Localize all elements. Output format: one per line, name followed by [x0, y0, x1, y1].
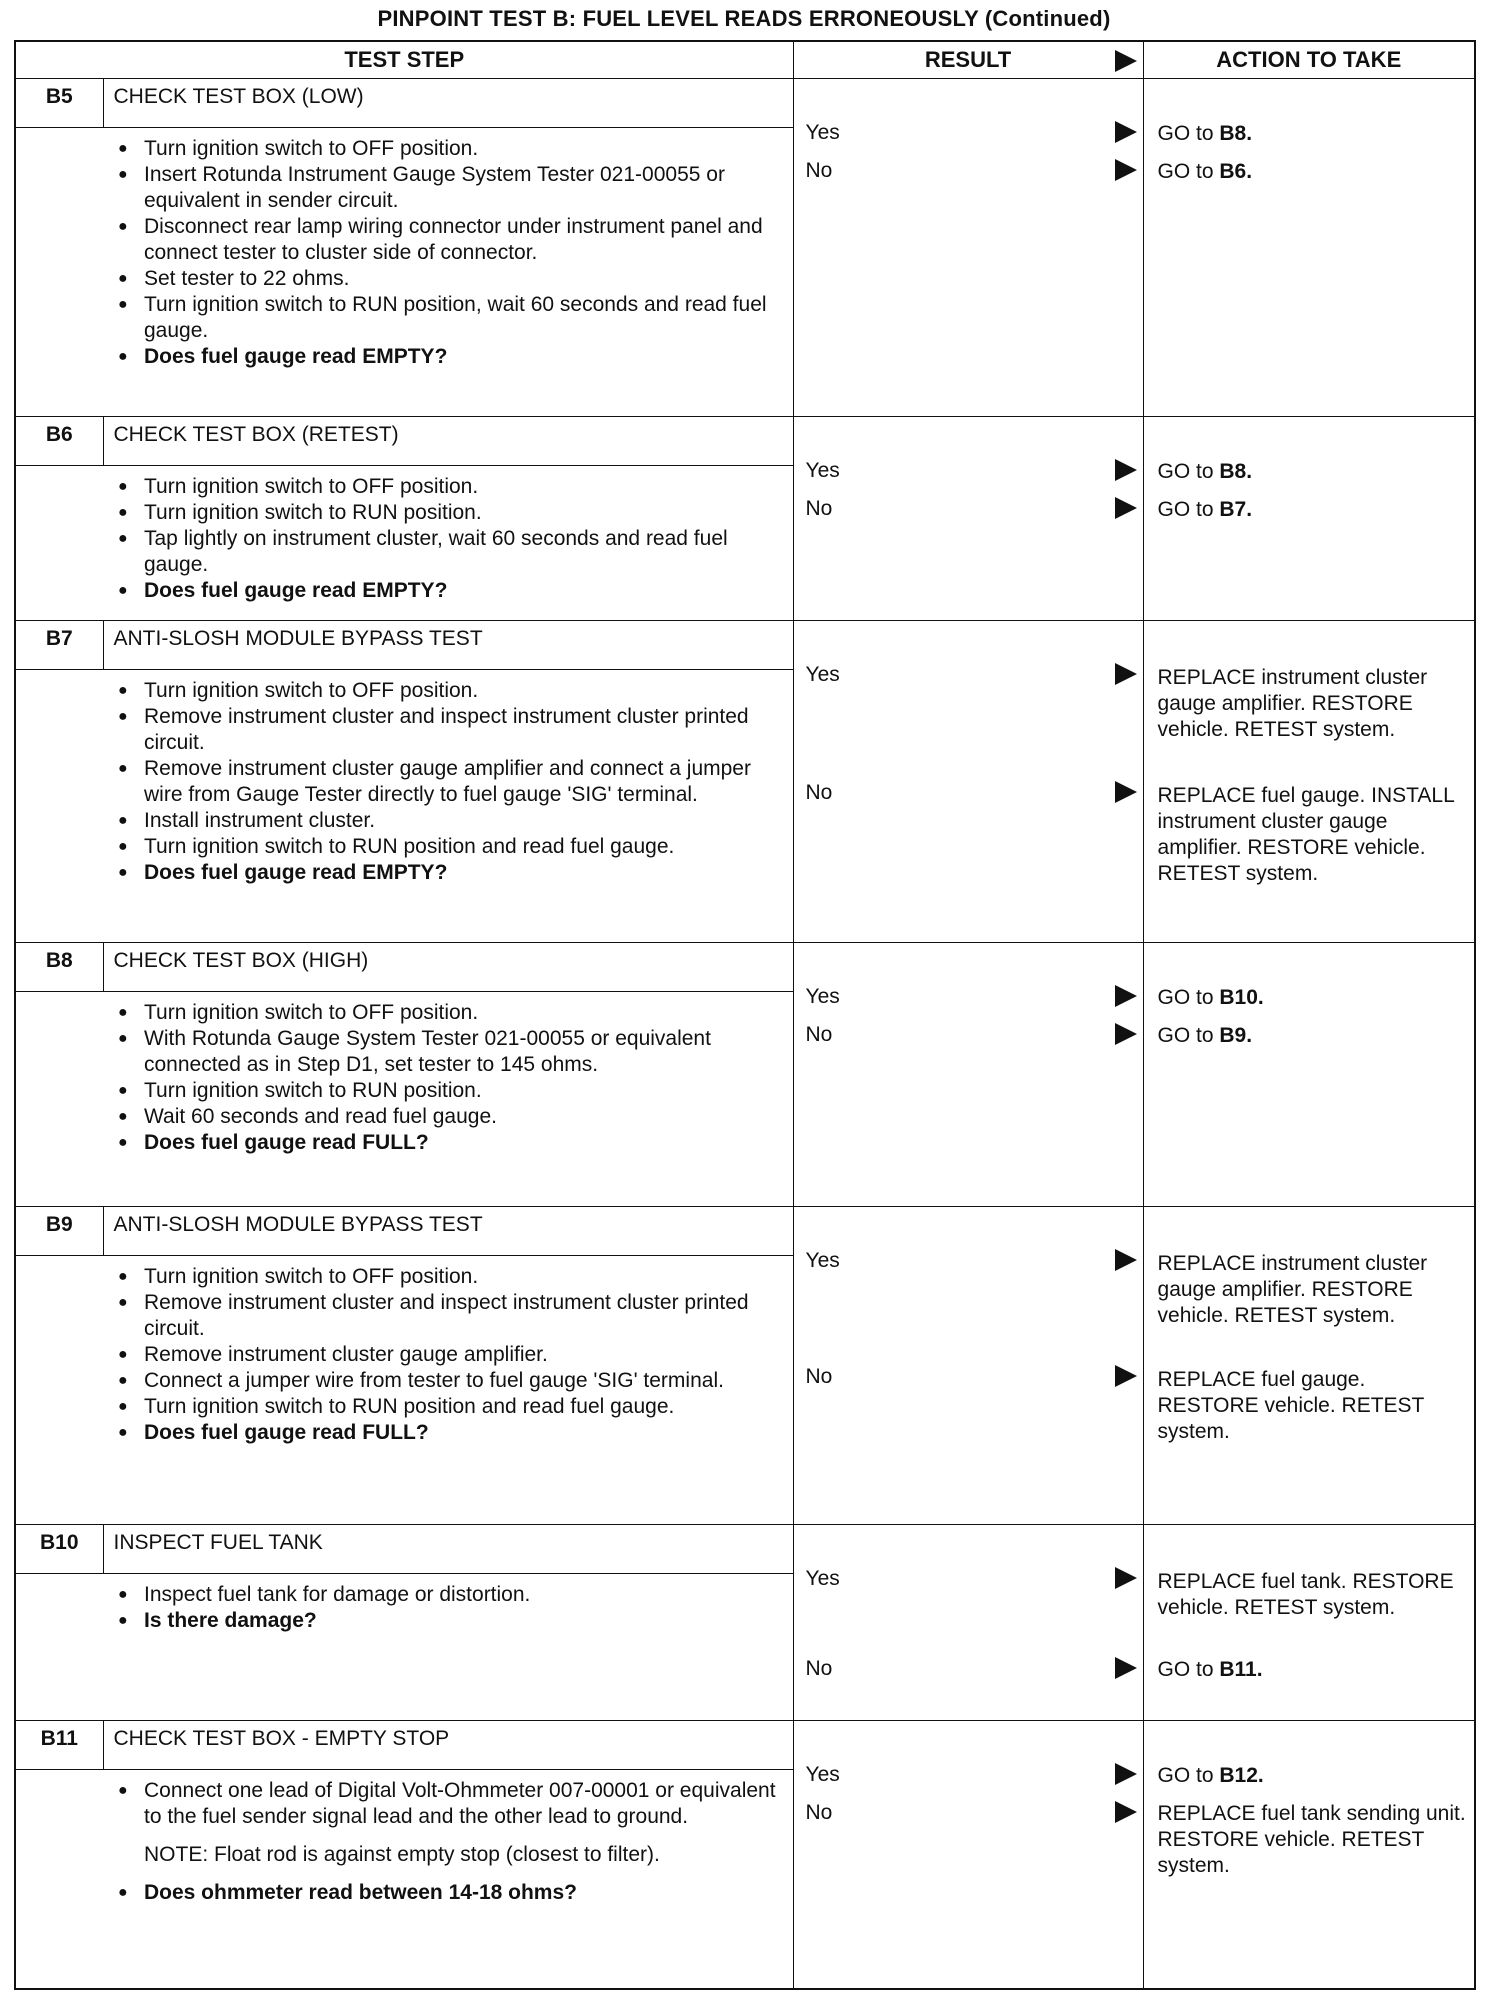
result-cell [793, 417, 1143, 621]
step-header-b10 [15, 1525, 1475, 1574]
step-instructions [15, 1256, 793, 1525]
list-item: ● Inspect fuel tank for damage or distortion. [16, 1582, 783, 1608]
list-item: ● Tap lightly on instrument cluster, wait 60 seconds and read fuel gauge. [16, 526, 783, 578]
list-item: ● Disconnect rear lamp wiring connector under instrument panel and connect tester to cluster side of connector. [16, 214, 783, 266]
list-item: ● Insert Rotunda Instrument Gauge System Tester 021-00055 or equivalent in sender circuit. [16, 162, 783, 214]
action-text [1158, 121, 1469, 147]
action-target: B8. [1219, 460, 1253, 483]
page-title: PINPOINT TEST B: FUEL LEVEL READS ERRONEOUSLY (Continued) [377, 6, 1111, 31]
result-label: No [805, 1657, 833, 1680]
result-yes [806, 121, 1139, 149]
step-header-b9 [15, 1207, 1475, 1256]
step-instructions [15, 1574, 793, 1721]
action-prefix: GO to [1157, 160, 1220, 183]
result-no [806, 1023, 1139, 1051]
action-cell [1143, 1207, 1475, 1525]
step-title: CHECK TEST BOX (HIGH) [103, 943, 793, 992]
step-id: B7 [15, 621, 103, 670]
result-label: No [805, 159, 833, 182]
step-instructions [15, 128, 793, 417]
result-yes [806, 985, 1139, 1013]
step-id: B6 [15, 417, 103, 466]
action-text: REPLACE instrument cluster gauge amplifier. RESTORE vehicle. RETEST system. [1157, 1252, 1428, 1327]
list-item: ● Turn ignition switch to RUN position, wait 60 seconds and read fuel gauge. [16, 292, 783, 344]
arrow-icon [1115, 1023, 1137, 1045]
list-item: ● Install instrument cluster. [16, 808, 783, 834]
list-item: ● Does fuel gauge read EMPTY? [16, 344, 783, 370]
step-header-b11 [15, 1721, 1475, 1770]
action-prefix: GO to [1157, 1764, 1220, 1787]
step-title: CHECK TEST BOX (LOW) [103, 79, 793, 128]
list-item: ● Is there damage? [16, 1608, 783, 1634]
result-no [806, 497, 1139, 525]
action-prefix: GO to [1157, 1658, 1220, 1681]
step-title: CHECK TEST BOX - EMPTY STOP [103, 1721, 793, 1770]
step-title: ANTI-SLOSH MODULE BYPASS TEST [103, 621, 793, 670]
result-label: Yes [805, 663, 840, 686]
result-cell [793, 1207, 1143, 1525]
result-cell [793, 943, 1143, 1207]
list-item: ● Turn ignition switch to OFF position. [16, 1000, 783, 1026]
arrow-icon [1115, 50, 1137, 72]
header-result-label: RESULT [924, 47, 1012, 72]
result-yes [806, 1763, 1139, 1791]
arrow-icon [1115, 781, 1137, 803]
step-instructions [15, 1770, 793, 1990]
action-target: B8. [1219, 122, 1253, 145]
step-id: B11 [15, 1721, 103, 1770]
list-item: ● Remove instrument cluster gauge amplifier. [16, 1342, 783, 1368]
header-test-step: TEST STEP [15, 41, 793, 79]
list-item: ● Turn ignition switch to RUN position and read fuel gauge. [16, 834, 783, 860]
step-id: B10 [15, 1525, 103, 1574]
result-no [806, 781, 1139, 809]
pinpoint-test-table [14, 40, 1476, 1990]
step-id: B5 [15, 79, 103, 128]
action-prefix: GO to [1157, 986, 1220, 1009]
list-item: ● Turn ignition switch to RUN position and read fuel gauge. [16, 1394, 783, 1420]
step-header-b5 [15, 79, 1475, 128]
list-item: ● Turn ignition switch to RUN position. [16, 1078, 783, 1104]
step-title: ANTI-SLOSH MODULE BYPASS TEST [103, 1207, 793, 1256]
list-item: ● Turn ignition switch to OFF position. [16, 474, 783, 500]
action-target: B9. [1219, 1024, 1253, 1047]
result-no [806, 159, 1139, 187]
step-id: B9 [15, 1207, 103, 1256]
note-text: NOTE: Float rod is against empty stop (closest to filter). [144, 1843, 660, 1866]
arrow-icon [1115, 1657, 1137, 1679]
action-prefix: GO to [1157, 1024, 1220, 1047]
arrow-icon [1115, 497, 1137, 519]
result-label: Yes [805, 1763, 840, 1786]
arrow-icon [1115, 1365, 1137, 1387]
arrow-icon [1115, 121, 1137, 143]
action-target: B6. [1219, 160, 1253, 183]
header-action: ACTION TO TAKE [1143, 41, 1475, 79]
result-label: No [805, 781, 833, 804]
list-item: ● Turn ignition switch to OFF position. [16, 678, 783, 704]
action-cell [1143, 1525, 1475, 1721]
list-item: ● Does fuel gauge read EMPTY? [16, 860, 783, 886]
action-prefix: GO to [1157, 498, 1220, 521]
action-text [1158, 159, 1469, 185]
arrow-icon [1115, 1249, 1137, 1271]
list-item: ● Does fuel gauge read EMPTY? [16, 578, 783, 604]
action-cell [1143, 417, 1475, 621]
action-target: B10. [1219, 986, 1264, 1009]
arrow-icon [1115, 1567, 1137, 1589]
step-instructions [15, 992, 793, 1207]
result-label: No [805, 1365, 833, 1388]
list-item: ● Does ohmmeter read between 14-18 ohms? [16, 1880, 783, 1906]
table-header [15, 41, 1475, 79]
action-text [1158, 1763, 1469, 1789]
step-instructions [15, 670, 793, 943]
list-item: ● Set tester to 22 ohms. [16, 266, 783, 292]
list-item: ● Connect one lead of Digital Volt-Ohmmeter 007-00001 or equivalent to the fuel sender signal lead and the other lead to ground. [16, 1778, 783, 1830]
result-no [806, 1801, 1139, 1829]
result-cell [793, 1721, 1143, 1990]
list-item: ● Remove instrument cluster and inspect instrument cluster printed circuit. [16, 704, 783, 756]
result-label: Yes [805, 985, 840, 1008]
result-label: Yes [805, 121, 840, 144]
result-label: No [805, 1801, 833, 1824]
result-no [806, 1365, 1139, 1393]
header-result [793, 41, 1143, 79]
step-header-b8 [15, 943, 1475, 992]
action-cell [1143, 943, 1475, 1207]
list-item: ● Does fuel gauge read FULL? [16, 1130, 783, 1156]
result-cell [793, 1525, 1143, 1721]
result-no [806, 1657, 1139, 1685]
action-text [1158, 1023, 1469, 1049]
action-cell [1143, 621, 1475, 943]
arrow-icon [1115, 159, 1137, 181]
action-text: REPLACE fuel gauge. RESTORE vehicle. RETEST system. [1157, 1368, 1424, 1443]
result-label: Yes [805, 1567, 840, 1590]
step-header-b6 [15, 417, 1475, 466]
action-target: B7. [1219, 498, 1253, 521]
result-label: No [805, 497, 833, 520]
step-header-b7 [15, 621, 1475, 670]
action-target: B12. [1219, 1764, 1264, 1787]
action-text: REPLACE instrument cluster gauge amplifier. RESTORE vehicle. RETEST system. [1157, 666, 1428, 741]
action-target: B11. [1219, 1658, 1263, 1681]
arrow-icon [1115, 985, 1137, 1007]
result-yes [806, 663, 1139, 691]
action-prefix: GO to [1157, 460, 1220, 483]
result-cell [793, 621, 1143, 943]
step-id: B8 [15, 943, 103, 992]
step-title: CHECK TEST BOX (RETEST) [103, 417, 793, 466]
action-text [1158, 985, 1469, 1011]
result-label: Yes [805, 1249, 840, 1272]
list-item: ● Does fuel gauge read FULL? [16, 1420, 783, 1446]
list-item: ● Remove instrument cluster gauge amplifier and connect a jumper wire from Gauge Tester directly to fuel gauge 'SIG' terminal. [16, 756, 783, 808]
list-item: ● Turn ignition switch to OFF position. [16, 1264, 783, 1290]
action-text: REPLACE fuel tank sending unit. RESTORE vehicle. RETEST system. [1157, 1802, 1466, 1877]
action-cell [1143, 1721, 1475, 1990]
result-yes [806, 1249, 1139, 1277]
result-yes [806, 1567, 1139, 1595]
action-prefix: GO to [1157, 122, 1220, 145]
arrow-icon [1115, 459, 1137, 481]
result-cell [793, 79, 1143, 417]
list-item: ● Connect a jumper wire from tester to fuel gauge 'SIG' terminal. [16, 1368, 783, 1394]
result-label: Yes [805, 459, 840, 482]
action-text: REPLACE fuel tank. RESTORE vehicle. RETEST system. [1157, 1570, 1454, 1619]
action-text: REPLACE fuel gauge. INSTALL instrument cluster gauge amplifier. RESTORE vehicle. RETEST system. [1157, 784, 1455, 885]
list-item: ● Wait 60 seconds and read fuel gauge. [16, 1104, 783, 1130]
result-label: No [805, 1023, 833, 1046]
list-item: ● Turn ignition switch to OFF position. [16, 136, 783, 162]
action-text [1158, 1657, 1469, 1683]
list-item: ● With Rotunda Gauge System Tester 021-00055 or equivalent connected as in Step D1, set tester to 145 ohms. [16, 1026, 783, 1078]
list-item: ● Remove instrument cluster and inspect instrument cluster printed circuit. [16, 1290, 783, 1342]
action-cell [1143, 79, 1475, 417]
list-item: ● Turn ignition switch to RUN position. [16, 500, 783, 526]
arrow-icon [1115, 1763, 1137, 1785]
result-yes [806, 459, 1139, 487]
step-instructions [15, 466, 793, 621]
arrow-icon [1115, 1801, 1137, 1823]
arrow-icon [1115, 663, 1137, 685]
step-title: INSPECT FUEL TANK [103, 1525, 793, 1574]
action-text [1158, 459, 1469, 485]
action-text [1158, 497, 1469, 523]
